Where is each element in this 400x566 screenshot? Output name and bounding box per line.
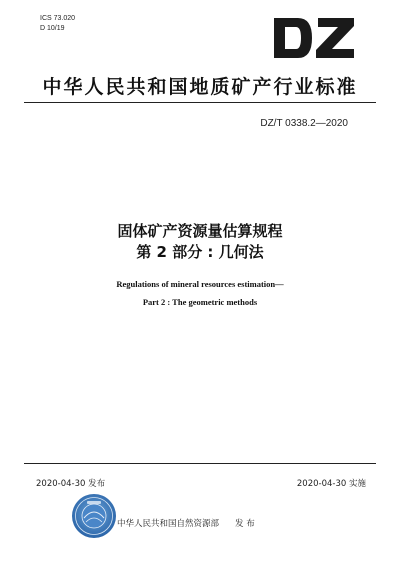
classification-codes bbox=[40, 14, 75, 34]
standard-type-heading: 中华人民共和国地质矿产行业标准 bbox=[42, 76, 358, 98]
dz-logo-icon bbox=[268, 14, 358, 62]
ccs-code: D 10/19 bbox=[40, 25, 65, 32]
issuer-line bbox=[117, 517, 255, 529]
implement-date: 2020-04-30 实施 bbox=[296, 479, 366, 489]
footer-divider bbox=[24, 463, 376, 464]
issuer-action: 发 布 bbox=[235, 519, 255, 529]
ics-code: ICS 73.020 bbox=[40, 15, 76, 22]
publish-date: 2020-04-30 发布 bbox=[36, 479, 106, 489]
issuer-name: 中华人民共和国自然资源部 bbox=[117, 519, 220, 529]
ministry-seal-icon bbox=[70, 492, 118, 540]
title-en-main: Regulations of mineral resources estimation— bbox=[116, 279, 284, 289]
title-cn-part: 第 2 部分 : 几何法 bbox=[136, 243, 264, 261]
title-en-part: Part 2 : The geometric methods bbox=[142, 297, 258, 307]
standard-code: DZ/T 0338.2—2020 bbox=[260, 118, 348, 129]
header-divider bbox=[24, 102, 376, 103]
title-cn-main: 固体矿产资源量估算规程 bbox=[117, 222, 283, 240]
